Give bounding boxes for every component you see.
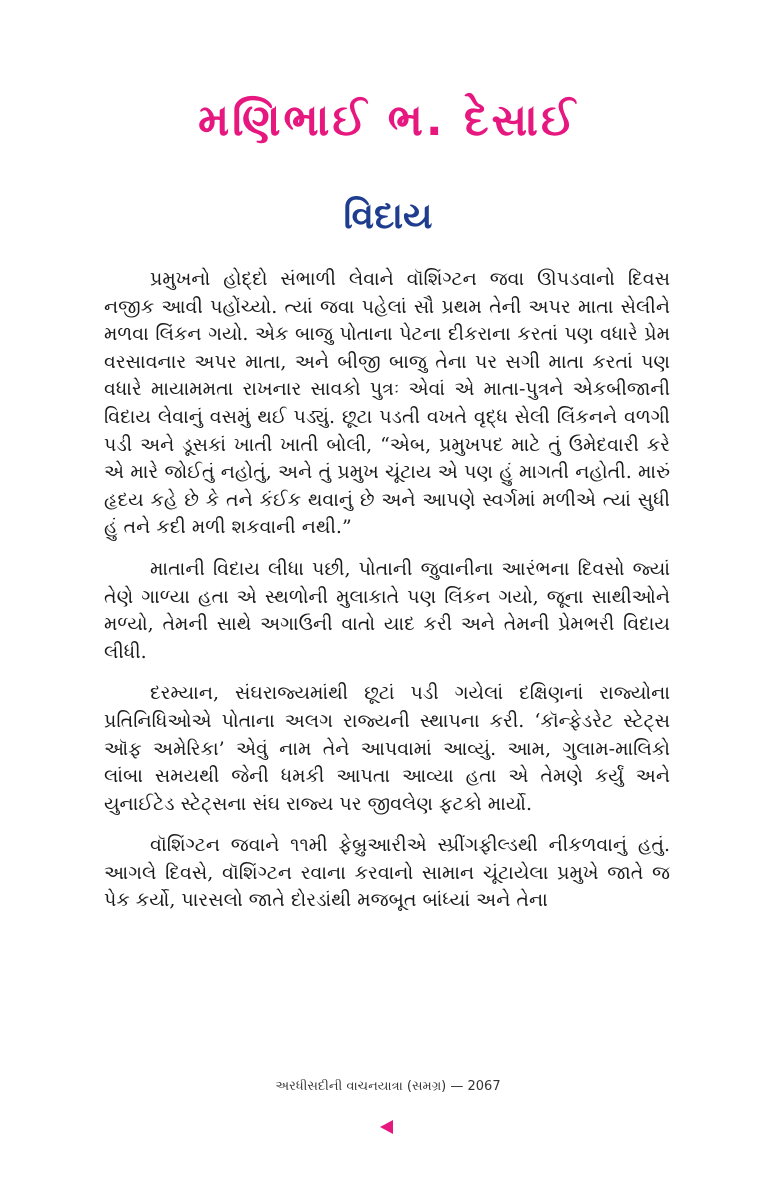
article-body — [104, 266, 670, 929]
page-title: વિદાય — [343, 196, 433, 237]
page-footer: અરધીસદીની વાચનયાત્રા (સમગ્ર) — 2067 — [275, 1079, 501, 1094]
paragraph-1: પ્રમુખનો હોદ્દો સંભાળી લેવાને વૉશિંગ્ટન જવા ઊપડવાનો દિવસ નજીક આવી પહોંચ્યો. ત્યાં જવા પહેલાં સૌ પ્રથમ તેની અપર માતા સેલીને મળવા લિંકન ગયો. એક બાજુ પોતાના પેટના દીકરાના કરતાં પણ વધારે પ્રેમ વરસાવનાર અપર માતા, અને બીજી બાજુ તેના પર સગી માતા કરતાં પણ વધારે માયામમતા રાખનાર સાવકો પુત્રઃ એવાં એ માતા-પુત્રને એકબીજાની વિદાય લેવાનું વસમું થઈ પડ્યું. છૂટા પડતી વખતે વૃદ્ધ સેલી લિંકનને વળગી પડી અને ડૂસકાં ખાતી ખાતી બોલી, “એબ, પ્રમુખપદ માટે તું ઉમેદવારી કરે એ મારે જોઈતું નહોતું, અને તું પ્રમુખ ચૂંટાય એ પણ હું માગતી નહોતી. મારું હૃદય કહે છે કે તને કંઈક થવાનું છે અને આપણે સ્વર્ગમાં મળીએ ત્યાં સુધી હું તને કદી મળી શકવાની નથી.” — [104, 268, 670, 539]
paragraph-4: વૉશિંગ્ટન જવાને ૧૧મી ફેબ્રુઆરીએ સ્પ્રીંગફીલ્ડથી નીકળવાનું હતું. આગલે દિવસે, વૉશિંગ્ટન રવાના કરવાનો સામાન ચૂંટાયેલા પ્રમુખે જાતે જ પેક કર્યો, પારસલો જાતે દોરડાંથી મજબૂત બાંધ્યાં અને તેના — [104, 834, 670, 912]
paragraph-3: દરમ્યાન, સંઘરાજ્યમાંથી છૂટાં પડી ગયેલાં દક્ષિણનાં રાજ્યોના પ્રતિનિધિઓએ પોતાના અલગ રાજ્યની સ્થાપના કરી. ‘કૉન્ફેડરેટ સ્ટેટ્સ ઑફ અમેરિકા’ એવું નામ તેને આપવામાં આવ્યું. આમ, ગુલામ-માલિકો લાંબા સમયથી જેની ધમકી આપતા આવ્યા હતા એ તેમણે કર્યું અને યુનાઈટેડ સ્ટેટ્સના સંઘ રાજ્ય પર જીવલેણ ફટકો માર્યો. — [104, 682, 670, 815]
author-name: મણિભાઈ ભ. દેસાઈ — [198, 95, 578, 146]
previous-page-icon[interactable] — [380, 1120, 393, 1134]
paragraph-2: માતાની વિદાય લીધા પછી, પોતાની જુવાનીના આરંભના દિવસો જ્યાં તેણે ગાળ્યા હતા એ સ્થળોની મુલાકાતે પણ લિંકન ગયો, જૂના સાથીઓને મળ્યો, તેમની સાથે અગાઉની વાતો યાદ કરી અને તેમની પ્રેમભરી વિદાય લીધી. — [104, 557, 670, 663]
